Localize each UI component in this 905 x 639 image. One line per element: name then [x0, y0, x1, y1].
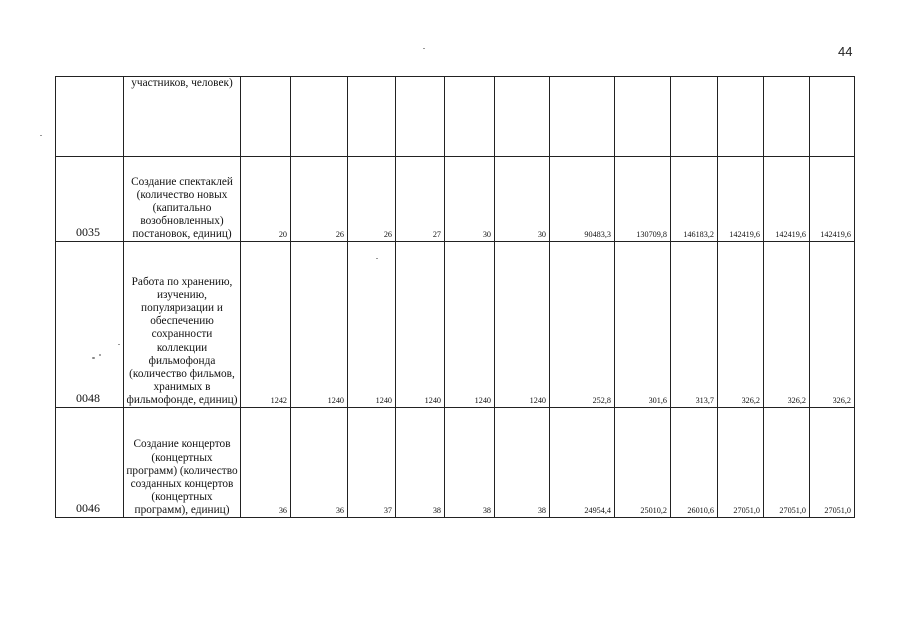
value-cell [671, 77, 718, 157]
value-cell [396, 77, 445, 157]
value-cell: 1240 [291, 242, 348, 408]
scan-speck [423, 48, 425, 49]
value-cell [550, 77, 615, 157]
value-cell: 142419,6 [718, 157, 764, 242]
value-cell: 326,2 [810, 242, 855, 408]
value-cell: 90483,3 [550, 157, 615, 242]
row-name: Работа по хранению, изучению, популяризации и обеспечению сохранности коллекции фильмофонда (количество фильмов, хранимых в фильмофонде, единиц) [124, 242, 241, 408]
value-cell: 142419,6 [764, 157, 810, 242]
value-cell: 27051,0 [810, 408, 855, 518]
value-cell: 1240 [445, 242, 495, 408]
value-cell: 37 [348, 408, 396, 518]
value-cell [291, 77, 348, 157]
value-cell: 38 [495, 408, 550, 518]
scan-speck [118, 344, 120, 345]
value-cell: 313,7 [671, 242, 718, 408]
value-cell: 1240 [396, 242, 445, 408]
value-cell: 24954,4 [550, 408, 615, 518]
value-cell [495, 77, 550, 157]
budget-table [55, 76, 855, 518]
value-cell [445, 77, 495, 157]
value-cell: 146183,2 [671, 157, 718, 242]
value-cell: 25010,2 [615, 408, 671, 518]
value-cell: 27051,0 [764, 408, 810, 518]
value-cell: 326,2 [718, 242, 764, 408]
row-name: Создание концертов (концертных программ) (количество созданных концертов (концертных программ), единиц) [124, 408, 241, 518]
value-cell [615, 77, 671, 157]
value-cell: 301,6 [615, 242, 671, 408]
value-cell [241, 77, 291, 157]
value-cell: 1240 [348, 242, 396, 408]
value-cell: 142419,6 [810, 157, 855, 242]
value-cell [810, 77, 855, 157]
scan-speck [99, 354, 101, 356]
value-cell: 36 [291, 408, 348, 518]
row-code: 0046 [56, 408, 124, 518]
table-row [56, 242, 855, 408]
value-cell: 26010,6 [671, 408, 718, 518]
value-cell: 36 [241, 408, 291, 518]
value-cell [348, 77, 396, 157]
value-cell: 38 [396, 408, 445, 518]
value-cell: 30 [495, 157, 550, 242]
row-name: Создание спектаклей (количество новых (капитально возобновленных) постановок, единиц) [124, 157, 241, 242]
page-number: 44 [838, 44, 853, 59]
row-code [56, 77, 124, 157]
value-cell: 326,2 [764, 242, 810, 408]
row-code: 0048 [56, 242, 124, 408]
value-cell: 26 [291, 157, 348, 242]
value-cell [718, 77, 764, 157]
value-cell: 252,8 [550, 242, 615, 408]
row-code: 0035 [56, 157, 124, 242]
table-row [56, 77, 855, 157]
scan-speck [40, 135, 42, 136]
value-cell: 20 [241, 157, 291, 242]
table-row [56, 157, 855, 242]
value-cell: 26 [348, 157, 396, 242]
row-name: участников, человек) [124, 77, 241, 157]
value-cell: 1240 [495, 242, 550, 408]
scan-speck [92, 357, 95, 359]
value-cell [764, 77, 810, 157]
value-cell: 130709,8 [615, 157, 671, 242]
value-cell: 27 [396, 157, 445, 242]
value-cell: 38 [445, 408, 495, 518]
scan-speck [376, 258, 378, 259]
value-cell: 30 [445, 157, 495, 242]
value-cell: 1242 [241, 242, 291, 408]
value-cell: 27051,0 [718, 408, 764, 518]
table-row [56, 408, 855, 518]
